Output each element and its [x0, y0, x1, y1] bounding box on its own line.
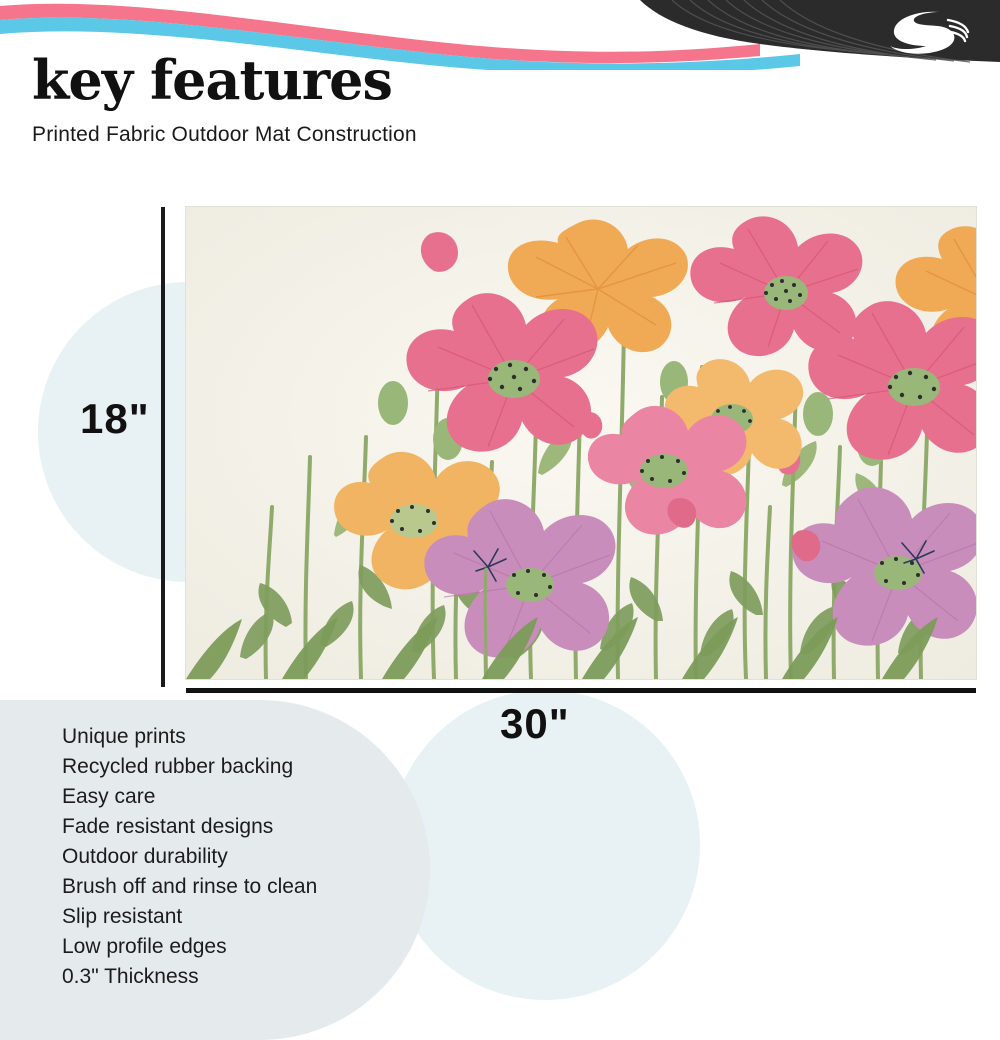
page-subtitle: Printed Fabric Outdoor Mat Construction	[32, 122, 417, 146]
list-item: Brush off and rinse to clean	[62, 875, 318, 898]
list-item: Unique prints	[62, 725, 186, 748]
dimension-line-height	[161, 207, 165, 687]
page-title: key features	[32, 48, 392, 112]
list-item: 0.3" Thickness	[62, 965, 199, 988]
list-item: Low profile edges	[62, 935, 227, 958]
dimension-line-width	[186, 688, 976, 693]
product-image	[186, 207, 976, 679]
list-item: Slip resistant	[62, 905, 183, 928]
dimension-label-width: 30"	[500, 700, 570, 747]
list-item: Outdoor durability	[62, 845, 228, 868]
swirl-s-logo	[868, 6, 978, 58]
title-block	[32, 48, 672, 147]
dimension-label-height: 18"	[80, 395, 150, 442]
features-list	[62, 722, 317, 992]
list-item: Fade resistant designs	[62, 815, 274, 838]
list-item: Recycled rubber backing	[62, 755, 294, 778]
list-item: Easy care	[62, 785, 156, 808]
